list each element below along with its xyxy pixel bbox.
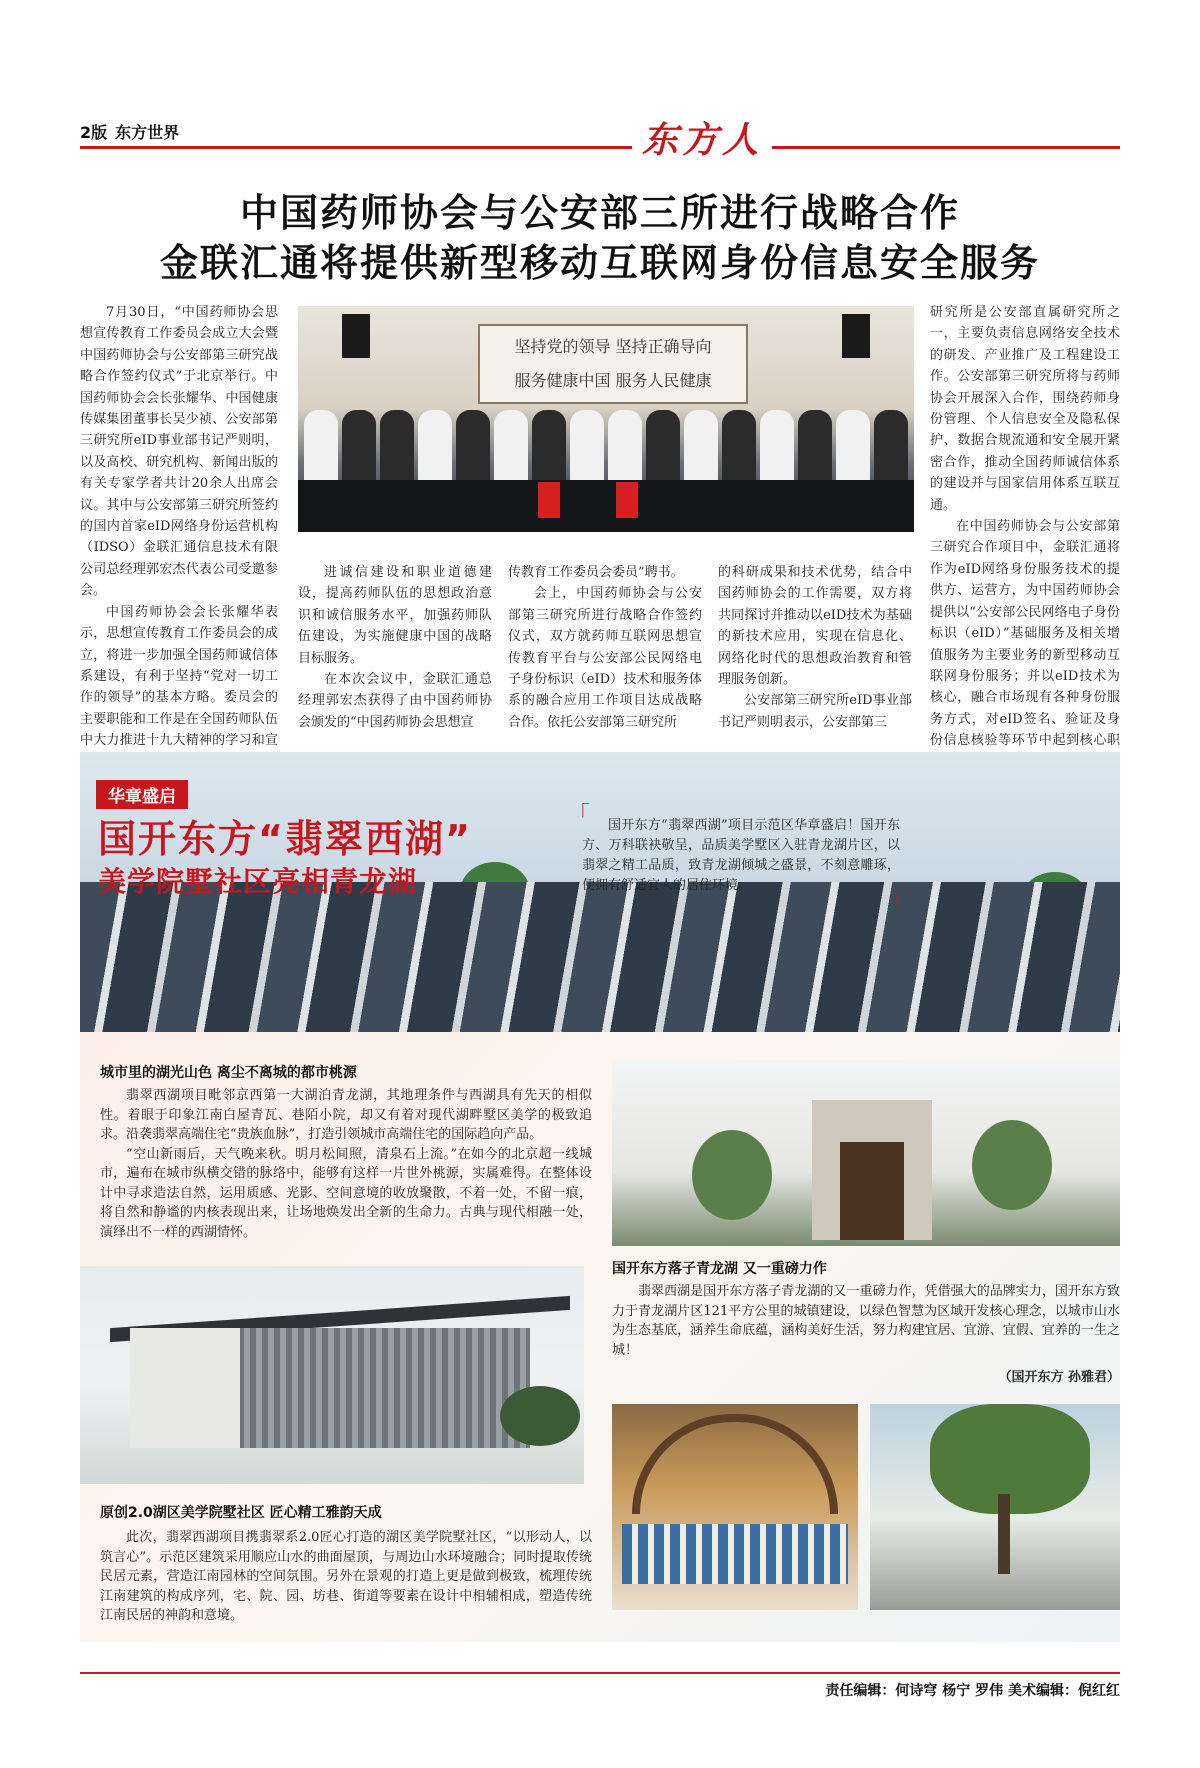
quote-close-mark: 」 <box>889 887 912 912</box>
clubhouse-wall <box>130 1328 240 1448</box>
promo-para: 此次，翡翠西湖项目携翡翠系2.0匠心打造的湖区美学院墅社区，“以形动人，以筑言心”。示范区建筑采用顺应山水的曲面屋顶，与周边山水环境融合；同时提取传统民居元素，营造江南园林的空间氛围。另外在景观的打造上更是做到极致，梳理传统江南建筑的构成序列，宅、院、园、坊巷、街道等要素在设计中相辅相成，塑造传统江南民居的神韵和意境。 <box>100 1530 592 1623</box>
flag <box>538 482 560 518</box>
headline-line2: 金联汇通将提供新型移动互联网身份信息安全服务 <box>159 240 1040 285</box>
tree <box>972 1120 1052 1210</box>
promo-subhead-1: 城市里的湖光山色 离尘不离城的都市桃源 <box>100 1065 357 1081</box>
promo-para: 翡翠西湖项目毗邻京西第一大湖泊青龙湖，其地理条件与西湖具有先天的相似性。着眼于印象江南白屋青瓦、巷陌小院，却又有着对现代湖畔墅区美学的极致追求。沿袭翡翠高端住宅“贵族血脉”，打造引领城市高端住宅的国际趋向产品。 <box>100 1088 592 1142</box>
promo-para: 翡翠西湖是国开东方落子青龙湖的又一重磅力作，凭借强大的品牌实力，国开东方致力于青龙湖片区121平方公里的城镇建设，以绿色智慧为区域开发核心理念，以城市山水为生态基底，涵养生命底蕴，涵构美好生活，努力构建宜居、宜游、宜假、宜养的一生之城！ <box>612 1284 1120 1358</box>
article1-para: 的科研成果和技术优势，结合中国药师协会的工作需要，双方将共同探讨并推动以eID技术为基础的新技术应用，实现在信息化、网络化时代的思想政治教育和管理服务创新。 <box>718 565 912 688</box>
footer-rule <box>80 1672 1120 1674</box>
article1-para: 7月30日，“中国药师协会思想宣传教育工作委员会成立大会暨中国药师协会与公安部第三研究战略合作签约仪式”于北京举行。中国药师协会会长张耀华、中国健康传媒集团董事长吴少祯、公安部第三研究所eID事业部书记严则明，以及高校、研究机构、新闻出版的有关专家学者共计20余人出席会议。其中与公安部第三研究所签约的国内首家eID网络身份运营机构（IDSO）金联汇通信息技术有限公司总经理郭宏杰代表公司受邀参会。 <box>80 305 278 599</box>
pine-tree <box>500 1386 580 1446</box>
promo-section-2 <box>612 1282 1120 1388</box>
promo-para: “空山新雨后，天气晚来秋。明月松间照，清泉石上流。”在如今的北京超一线城市，遍布在城市纵横交错的脉络中，能够有这样一片世外桃源，实属难得。在整体设计中寻求造法自然，运用质感、光影、空间意境的收放聚散，不着一处，不留一痕，将自然和静谧的内核表现出来，让场地焕发出全新的生命力。古典与现代相融一处，演绎出不一样的西湖情怀。 <box>100 1146 592 1240</box>
masthead-logo: 东方人 <box>632 112 772 163</box>
tree <box>930 1404 1090 1514</box>
courtyard-image <box>870 1404 1120 1610</box>
promo-title-line1: 国开东方“翡翠西湖” <box>98 817 472 861</box>
promo-section-1 <box>100 1086 592 1242</box>
promo-title-line2: 美学院墅社区亮相青龙湖 <box>98 865 418 898</box>
villa-roofs <box>80 882 1120 1032</box>
calligraphy-line2: 服务健康中国 服务人民健康 <box>514 371 712 390</box>
quote-open-mark: 「 <box>568 803 591 828</box>
gate-door <box>840 1142 904 1240</box>
tree-trunk <box>998 1494 1010 1574</box>
article1-para: 研究所是公安部直属研究所之一，主要负责信息网络安全技术的研发、产业推广及工程建设工作。公安部第三研究所将与药师协会开展深入合作，围绕药师身份管理、个人信息安全及隐私保护、数据合规流通和安全展开紧密合作，推动全国药师诚信体系的建设并与国家信用体系互联互通。 <box>930 305 1120 513</box>
article1-para: 公安部第三研究所eID事业部书记严则明表示，公安部第三 <box>718 693 912 730</box>
speaker-right <box>842 314 870 358</box>
library-interior-image <box>612 1404 858 1610</box>
promo-byline: （国开东方 孙雅君） <box>998 1370 1120 1385</box>
promo-section-3 <box>100 1528 592 1626</box>
header-rule <box>80 146 1120 149</box>
article1-col3 <box>508 562 702 733</box>
villa-gate-image <box>612 1060 1120 1246</box>
promo-subhead-3: 原创2.0湖区美学院墅社区 匠心精工雅韵天成 <box>100 1505 382 1521</box>
section-name: 东方世界 <box>115 123 180 142</box>
flag <box>616 482 638 518</box>
page-header <box>80 118 1120 161</box>
meeting-photo <box>298 306 914 532</box>
article1-col5 <box>930 302 1120 794</box>
promo-subhead-2: 国开东方落子青龙湖 又一重磅力作 <box>612 1261 827 1277</box>
speaker-left <box>342 314 370 358</box>
article1-para: 进诚信建设和职业道德建设，提高药师队伍的思想政治意识和诚信服务水平，加强药师队伍建设，为实施健康中国的战略目标服务。 <box>298 565 492 666</box>
calligraphy-scroll <box>478 324 748 404</box>
wooden-arch <box>632 1414 838 1514</box>
article1-para: 会上，中国药师协会与公安部第三研究所进行战略合作签约仪式，双方就药师互联网思想宣传教育平台与公安部公民网络电子身份标识（eID）技术和服务体系的融合应用工作项目达成战略合作。依托公安部第三研究所 <box>508 586 702 730</box>
tree <box>692 1130 772 1220</box>
clubhouse-image <box>80 1266 584 1484</box>
bookshelf <box>622 1524 848 1584</box>
article1-col2 <box>298 562 492 733</box>
page-label <box>80 120 187 143</box>
promo-quote-text: 国开东方“翡翠西湖”项目示范区华章盛启！国开东方、万科联袂敬呈，品质美学墅区入驻青龙湖片区，以翡翠之精工品质，致青龙湖倾城之盛景，不刻意雕琢，便拥有舒适宜人的居住环境。 <box>582 818 900 893</box>
promo-kicker: 华章盛启 <box>96 780 188 809</box>
calligraphy-line1: 坚持党的领导 坚持正确导向 <box>514 337 712 356</box>
page-number: 2版 <box>80 123 108 142</box>
meeting-table <box>298 480 914 532</box>
article1-col1 <box>80 302 278 794</box>
editors-credit: 责任编辑：何诗穹 杨宁 罗伟 美术编辑：倪红红 <box>825 1683 1120 1699</box>
article1-para: 在本次会议中，金联汇通总经理郭宏杰获得了由中国药师协会颁发的“中国药师协会思想宣 <box>298 672 492 730</box>
article1-col4 <box>718 562 912 733</box>
article1-para: 传教育工作委员会委员”聘书。 <box>508 565 684 580</box>
article1-para: 中国药师协会会长张耀华表示，思想宣传教育工作委员会的成立，将进一步加强全国药师诚信体系建设，有利于坚持“党对一切工作的领导”的基本方略。委员会的主要职能和工作是在全国药师队伍中大力推进十九大精神的学习和宣 <box>80 604 278 749</box>
article1-para: 在中国药师协会与公安部第三研究合作项目中，金联汇通将作为eID网络身份服务技术的提供方、运营方，为中国药师协会提供以“公安部公民网络电子身份标识（eID）”基础服务及相关增值服务为主要业务的新型移动互联网身份服务；并以eID技术为核心，融合市场现有各种身份服务方式，对eID签名、验证及身份信息核验等环节中起到核心职 <box>930 519 1120 749</box>
headline-line1: 中国药师协会与公安部三所进行战略合作 <box>239 190 960 235</box>
promo-quote <box>568 803 912 912</box>
